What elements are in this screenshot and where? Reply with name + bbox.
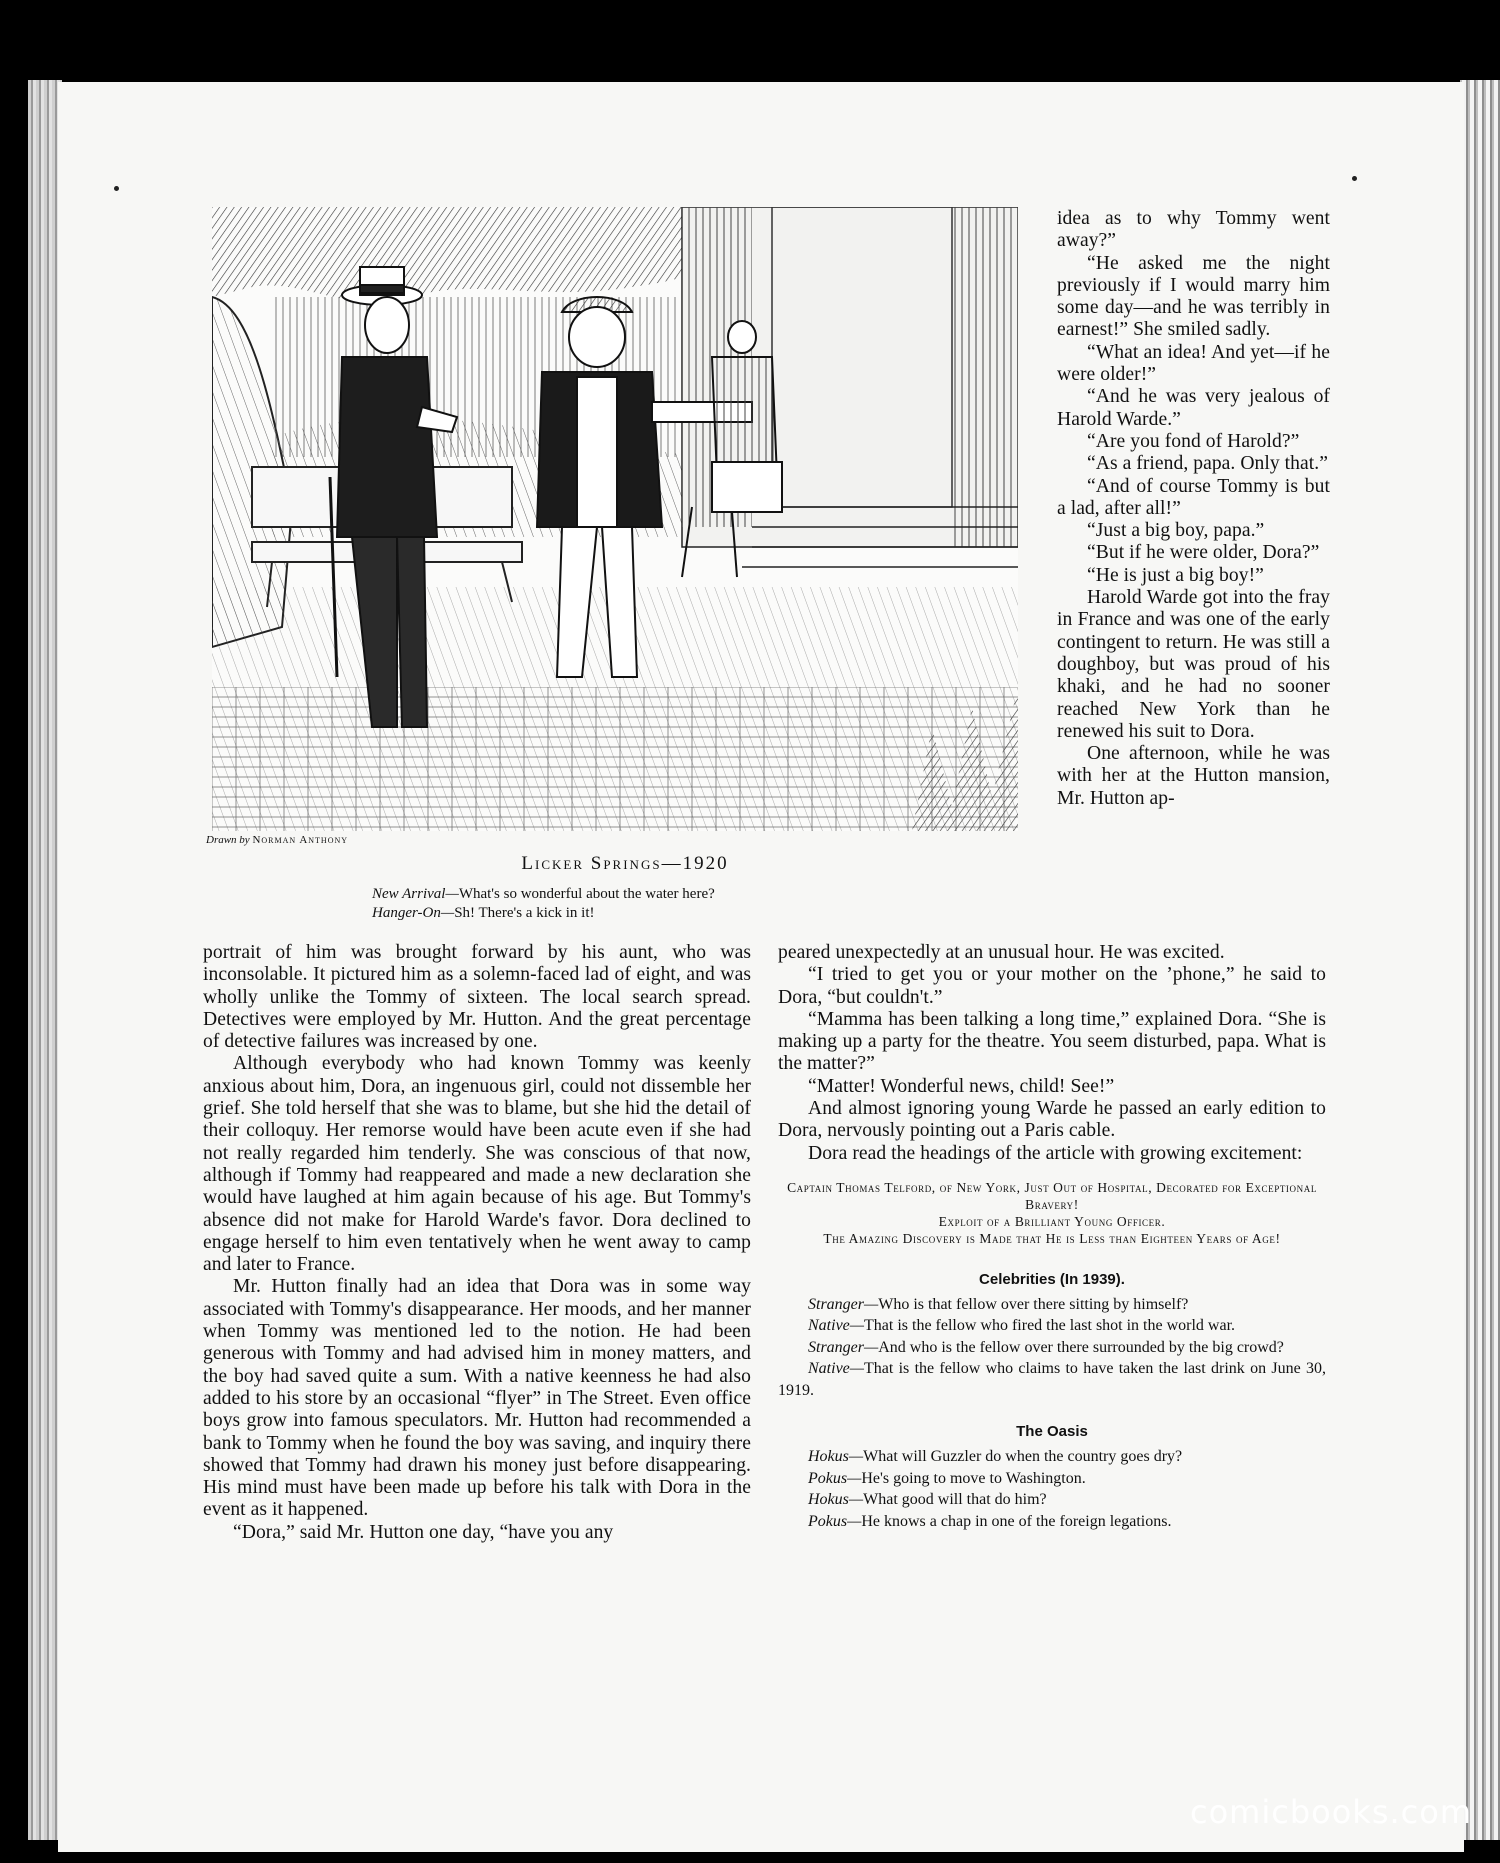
caption-line: [372, 885, 872, 904]
paragraph: Although everybody who had known Tommy was keenly anxious about him, Dora, an ingenuous girl, could not dissemble her grief. She told herself that she was to blame, but she hid the detail of their colloquy. Her remorse would have been acute even if she had not really regarded him tenderly. She was conscious of that now, although if Tommy had reappeared and made a new declaration she would have laughed at him again because of his age. But Tommy's absence did not make for Harold Warde's favor. Dora declined to engage herself to him even tentatively when he went away to camp and later to France.: [203, 1053, 751, 1276]
paragraph: “Just a big boy, papa.”: [1087, 520, 1265, 542]
caption-text: Sh! There's a kick in it!: [454, 905, 595, 921]
joke-line: [778, 1511, 1326, 1533]
paragraph: Mr. Hutton finally had an idea that Dora was in some way associated with Tommy's disappearance. Her moods, and her manner when Tommy was mentioned led to the notion. He had been generous with Tommy and had advised him in money matters, and the boy had saved quite a sum. With a native keenness he had also added to his store by an occasional “flyer” in The Street. Even office boys grow into famous speculators. Mr. Hutton had recommended a bank to Tommy when he found the boy was saving, and inquiry there showed that Tommy had drawn his money just before disappearing. His mind must have been made up before his talk with Dora in the event as it happened.: [203, 1276, 751, 1521]
story-column-right: [1057, 208, 1330, 810]
joke-text: What good will that do him?: [863, 1491, 1047, 1509]
joke-speaker: Hokus—: [808, 1491, 864, 1509]
page-speck: [114, 186, 119, 191]
paragraph: peared unexpectedly at an unusual hour. He was excited.: [778, 942, 1225, 963]
cartoon-illustration: [212, 207, 1018, 831]
joke-speaker: Stranger—: [808, 1295, 879, 1313]
joke-text: That is the fellow who claims to have taken the last drink on June 30, 1919.: [778, 1360, 1326, 1399]
joke-text: What will Guzzler do when the country goes dry?: [863, 1448, 1183, 1466]
book-left-edge: [28, 80, 62, 1840]
paragraph: “I tried to get you or your mother on the ’phone,” he said to Dora, “but couldn't.”: [778, 964, 1326, 1008]
joke-text: He's going to move to Washington.: [861, 1469, 1086, 1487]
paragraph: And almost ignoring young Warde he passed an early edition to Dora, nervously pointing out a Paris cable.: [778, 1098, 1326, 1142]
joke-title: The Oasis: [1016, 1423, 1088, 1441]
caption-speaker: New Arrival—: [372, 886, 459, 902]
headline: Captain Thomas Telford, of New York, Just Out of Hospital, Decorated for Exceptional Bravery!: [787, 1179, 1317, 1212]
paragraph: “But if he were older, Dora?”: [1087, 542, 1320, 564]
joke-text: That is the fellow who fired the last shot in the world war.: [864, 1317, 1236, 1335]
illustration-credit: [206, 834, 348, 846]
paragraph: “Mamma has been talking a long time,” explained Dora. “She is making up a party for the theatre. You seem disturbed, papa. What is the matter?”: [778, 1008, 1326, 1075]
paragraph: “As a friend, papa. Only that.”: [1087, 453, 1328, 475]
celebrities-joke: [778, 1271, 1326, 1402]
joke-speaker: Pokus—: [808, 1512, 862, 1530]
site-watermark: comicbooks.com: [1189, 1793, 1472, 1831]
headline: The Amazing Discovery is Made that He is Less than Eighteen Years of Age!: [823, 1230, 1281, 1246]
joke-speaker: Hokus—: [808, 1448, 864, 1466]
credit-artist-name: Norman Anthony: [252, 834, 349, 846]
joke-text: And who is the fellow over there surrounded by the big crowd?: [878, 1338, 1284, 1356]
cartoon-caption-dialogue: [372, 885, 872, 923]
oasis-joke: [778, 1423, 1326, 1532]
joke-text: He knows a chap in one of the foreign legations.: [861, 1512, 1172, 1530]
paragraph: portrait of him was brought forward by his aunt, who was inconsolable. It pictured him as a solemn-faced lad of eight, and was wholly unlike the Tommy of sixteen. The local search spread. Detectives were employed by Mr. Hutton. And the great percentage of detective failures was increased by one.: [203, 942, 751, 1053]
page-speck: [1352, 176, 1357, 181]
paragraph: “He is just a big boy!”: [1087, 564, 1264, 586]
paragraph: “Are you fond of Harold?”: [1087, 430, 1300, 452]
story-column-left: [203, 942, 751, 1544]
paragraph: “And he was very jealous of Harold Warde.”: [1057, 386, 1330, 430]
paragraph: “What an idea! And yet—if he were older!”: [1057, 341, 1330, 386]
paragraph: Dora read the headings of the article with growing excitement:: [808, 1142, 1303, 1164]
joke-line: [778, 1315, 1326, 1337]
story-column-middle: [778, 942, 1326, 1532]
joke-speaker: Native—: [808, 1317, 864, 1335]
joke-line: [778, 1358, 1326, 1401]
caption-text: What's so wonderful about the water here?: [458, 886, 715, 902]
paragraph: “He asked me the night previously if I would marry him some day—and he was terribly in earnest!” She smiled sadly.: [1057, 252, 1330, 341]
paragraph: idea as to why Tommy went away?”: [1057, 208, 1330, 252]
cartoon-caption-title: Licker Springs—1920: [521, 853, 729, 874]
paragraph: One afternoon, while he was with her at the Hutton mansion, Mr. Hutton ap-: [1057, 743, 1330, 809]
caption-line: [372, 904, 872, 923]
joke-speaker: Native—: [808, 1360, 864, 1378]
newspaper-headlines: [778, 1179, 1326, 1247]
paragraph: “And of course Tommy is but a lad, after all!”: [1057, 475, 1330, 519]
joke-speaker: Pokus—: [808, 1469, 862, 1487]
joke-line: [778, 1489, 1326, 1511]
joke-line: [778, 1337, 1326, 1359]
headline: Exploit of a Brilliant Young Officer.: [938, 1213, 1166, 1229]
joke-speaker: Stranger—: [808, 1338, 879, 1356]
cartoon-drawing: [212, 207, 1018, 831]
book-right-edge: [1460, 80, 1500, 1840]
credit-prefix: Drawn by: [206, 834, 250, 846]
joke-line: [778, 1468, 1326, 1490]
joke-line: [778, 1294, 1326, 1316]
paragraph: “Matter! Wonderful news, child! See!”: [808, 1075, 1115, 1097]
paragraph: Harold Warde got into the fray in France and was one of the early contingent to return. He was still a doughboy, but was proud of his khaki, and he had no sooner reached New York than he renewed his suit to Dora.: [1057, 587, 1330, 742]
paragraph: “Dora,” said Mr. Hutton one day, “have you any: [233, 1521, 614, 1543]
joke-text: Who is that fellow over there sitting by himself?: [878, 1295, 1189, 1313]
joke-line: [778, 1446, 1326, 1468]
caption-speaker: Hanger-On—: [372, 905, 455, 921]
joke-title: Celebrities (In 1939).: [979, 1270, 1125, 1288]
